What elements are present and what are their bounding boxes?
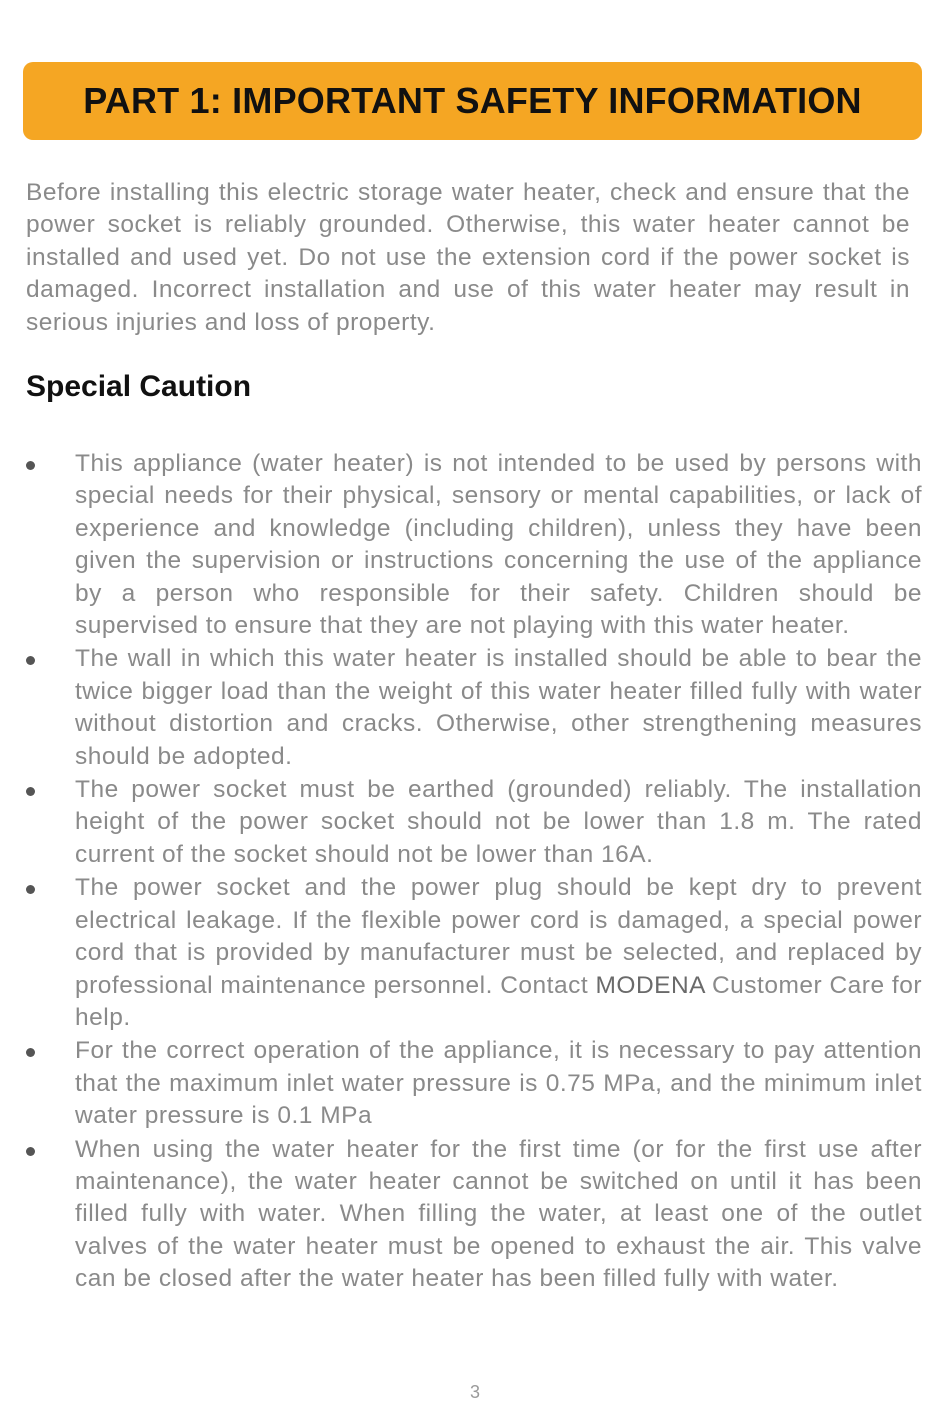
list-item-text: The wall in which this water heater is installed should be able to bear the twice bigger load than the weight of this water heater filled fully with water without distortion and cracks. Otherwise, other strengthening measures should be adopted. xyxy=(75,645,922,770)
list-item xyxy=(26,643,922,773)
list-item-text: For the correct operation of the appliance, it is necessary to pay attention that the maximum inlet water pressure is 0.75 MPa, and the minimum inlet water pressure is 0.1 MPa xyxy=(75,1037,922,1130)
list-item-text xyxy=(75,874,922,1031)
list-item-text: This appliance (water heater) is not intended to be used by persons with special needs for their physical, sensory or mental capabilities, or lack of experience and knowledge (including children), unless they have been given the supervision or instructions concerning the use of the appliance by a person who responsible for their safety. Children should be supervised to ensure that they are not playing with this water heater. xyxy=(75,450,922,640)
list-item xyxy=(26,1035,922,1132)
section-header-banner xyxy=(23,62,922,140)
bullet-icon xyxy=(26,1147,35,1156)
intro-paragraph: Before installing this electric storage water heater, check and ensure that the power socket is reliably grounded. Otherwise, this water heater cannot be installed and used yet. Do not use the extension cord if the power socket is damaged. Incorrect installation and use of this water heater may result in serious injuries and loss of property. xyxy=(26,179,910,336)
list-item xyxy=(26,872,922,1034)
list-item xyxy=(26,448,922,642)
brand-name: MODENA xyxy=(595,971,705,999)
list-item-text-start: The power socket and the power plug should be kept dry to prevent electrical leakage. If the flexible power cord is damaged, a special power cord that is provided by manufacturer must be selected, and replaced by professional maintenance personnel. Contact xyxy=(75,874,922,999)
page-title: PART 1: IMPORTANT SAFETY INFORMATION xyxy=(83,80,862,121)
bullet-icon xyxy=(26,1048,35,1057)
section-heading: Special Caution xyxy=(26,370,252,403)
bullet-icon xyxy=(26,461,35,470)
list-item-text: The power socket must be earthed (grounded) reliably. The installation height of the power socket should not be lower than 1.8 m. The rated current of the socket should not be lower than 16A. xyxy=(75,776,922,868)
list-item-text-end: Customer Care for help. xyxy=(75,971,922,1031)
bullet-icon xyxy=(26,885,35,894)
bullet-icon xyxy=(26,656,35,665)
list-item xyxy=(26,1134,922,1296)
list-item-text: When using the water heater for the first time (or for the first use after maintenance), the water heater cannot be switched on until it has been filled fully with water. When filling the water, at least one of the outlet valves of the water heater must be opened to exhaust the air. This valve can be closed after the water heater has been filled fully with water. xyxy=(75,1135,922,1293)
caution-list xyxy=(26,448,922,1297)
list-item xyxy=(26,774,922,871)
page-number: 3 xyxy=(469,1382,480,1402)
bullet-icon xyxy=(26,787,35,796)
